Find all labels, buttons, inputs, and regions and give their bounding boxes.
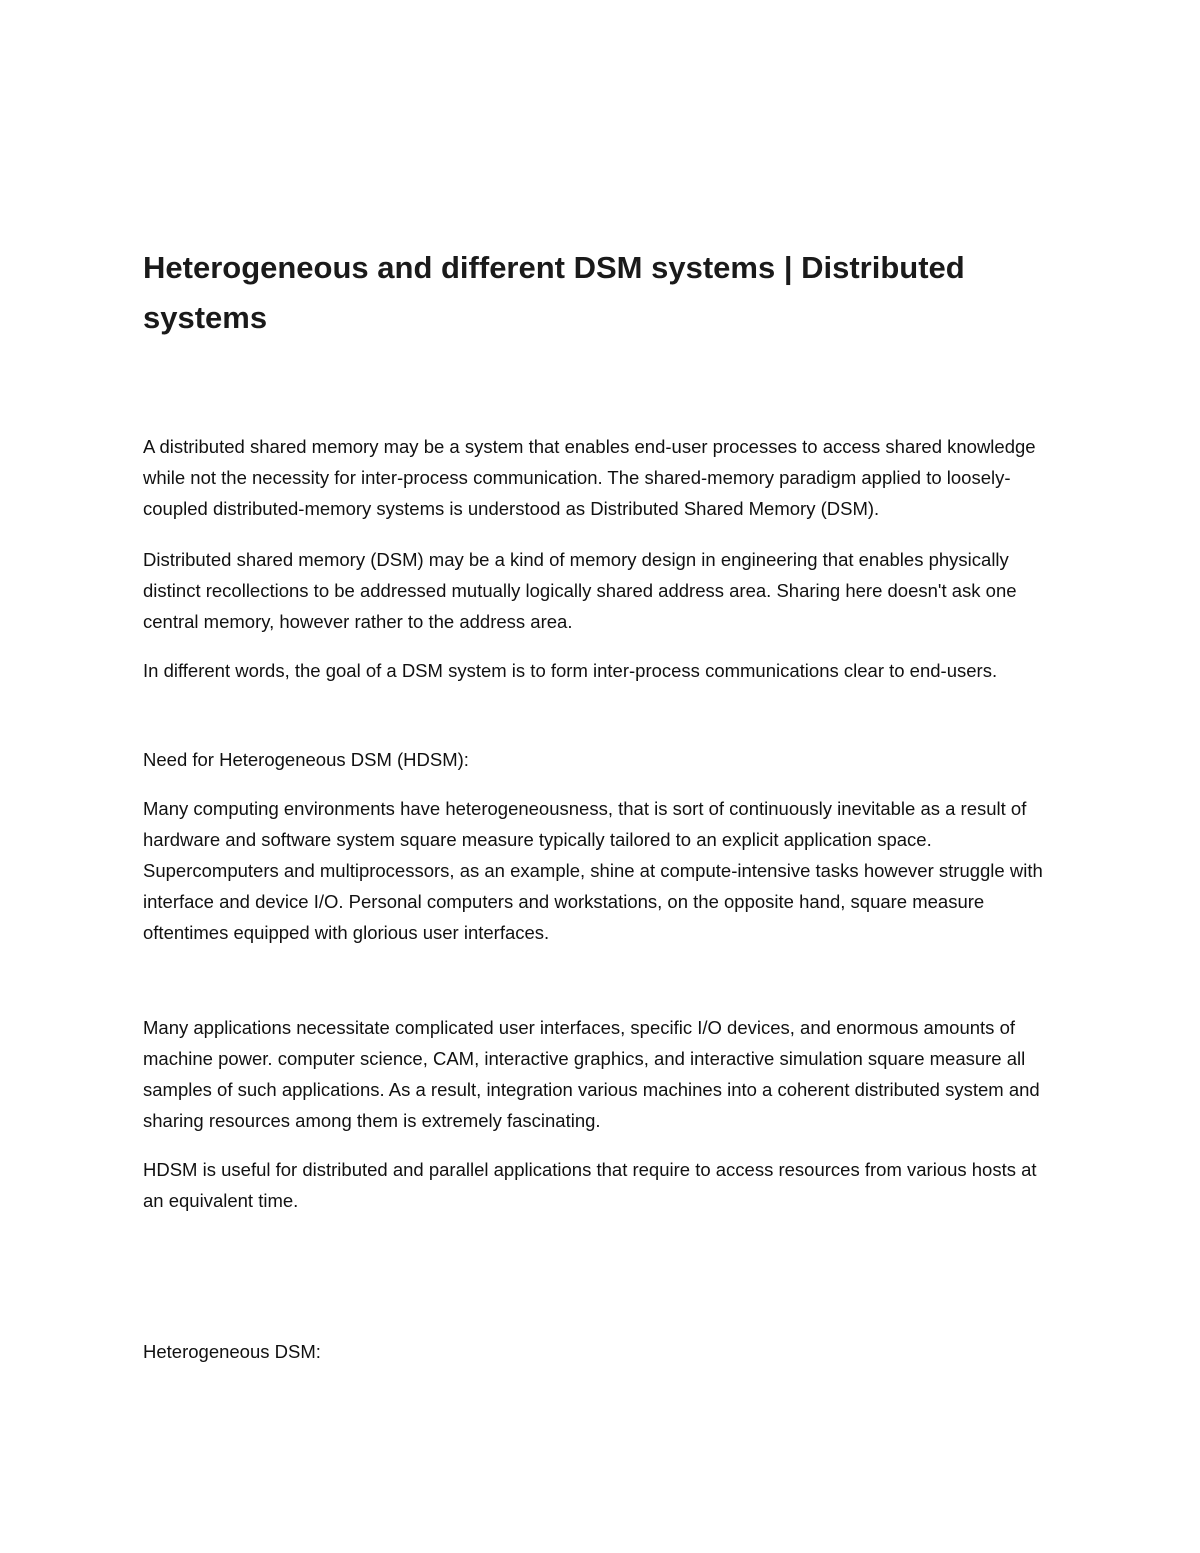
paragraph-hdsm-usefulness: HDSM is useful for distributed and parallel applications that require to access resources from various hosts at an equivalent time.	[143, 1159, 1037, 1211]
document-body	[143, 243, 1058, 1367]
paragraph-applications: Many applications necessitate complicated user interfaces, specific I/O devices, and enormous amounts of machine power. computer science, CAM, interactive graphics, and interactive simulation square measure all samples of such applications. As a result, integration various machines into a coherent distributed system and sharing resources among them is extremely fascinating.	[143, 1017, 1040, 1131]
document-title: Heterogeneous and different DSM systems | Distributed systems	[143, 250, 965, 335]
section-heading-heterogeneous-dsm: Heterogeneous DSM:	[143, 1341, 321, 1362]
paragraph-dsm-goal: In different words, the goal of a DSM system is to form inter-process communications clear to end-users.	[143, 660, 998, 681]
paragraph-dsm-memory-design: Distributed shared memory (DSM) may be a kind of memory design in engineering that enables physically distinct recollections to be addressed mutually logically shared address area. Sharing here doesn't ask one central memory, however rather to the address area.	[143, 549, 1017, 632]
paragraph-dsm-definition: A distributed shared memory may be a system that enables end-user processes to access shared knowledge while not the necessity for inter-process communication. The shared-memory paradigm applied to loosely-coupled distributed-memory systems is understood as Distributed Shared Memory (DSM).	[143, 436, 1036, 519]
section-heading-need-hdsm: Need for Heterogeneous DSM (HDSM):	[143, 749, 469, 770]
paragraph-heterogeneousness: Many computing environments have heterogeneousness, that is sort of continuously inevitable as a result of hardware and software system square measure typically tailored to an explicit application space. Supercomputers and multiprocessors, as an example, shine at compute-intensive tasks however struggle with interface and device I/O. Personal computers and workstations, on the opposite hand, square measure oftentimes equipped with glorious user interfaces.	[143, 798, 1043, 943]
